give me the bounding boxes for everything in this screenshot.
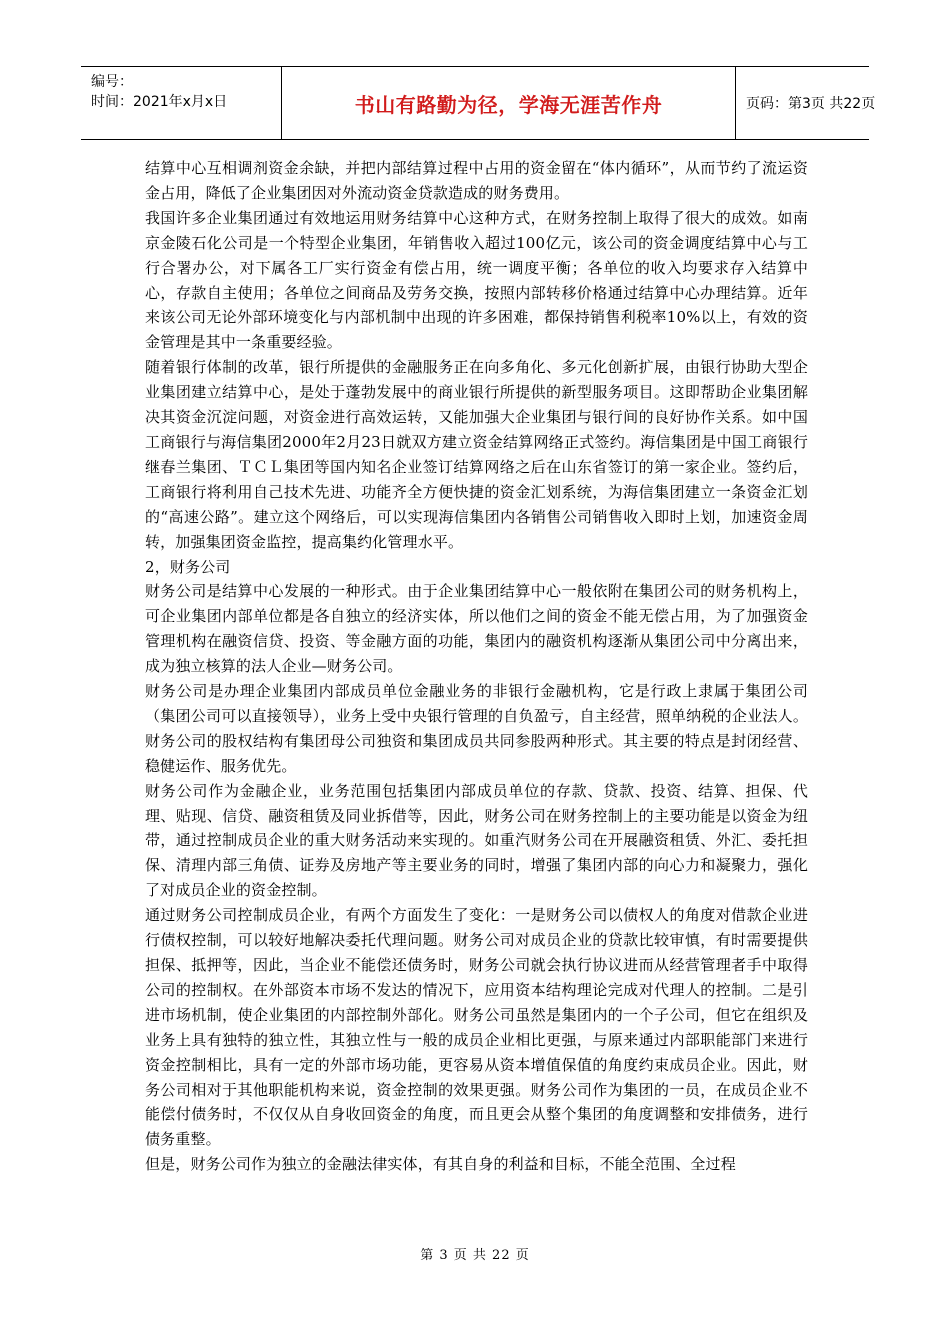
header-motto-cell xyxy=(281,67,736,139)
header-page-cell xyxy=(736,67,876,139)
paragraph: 财务公司作为金融企业，业务范围包括集团内部成员单位的存款、贷款、投资、结算、担保、代理、贴现、信贷、融资租赁及同业拆借等，因此，财务公司在财务控制上的主要功能是以资金为纽带，通过控制成员企业的重大财务活动来实现的。如重汽财务公司在开展融资租赁、外汇、委托担保、清理内部三角债、证券及房地产等主要业务的同时，增强了集团内部的向心力和凝聚力，强化了对成员企业的资金控制。 xyxy=(145,781,808,900)
page-prefix: 页码：第 xyxy=(746,96,802,112)
document-body xyxy=(145,156,808,1177)
header-meta xyxy=(81,67,281,139)
date-label: 时间：2021年x月x日 xyxy=(91,94,228,110)
paragraph: 结算中心互相调剂资金余缺，并把内部结算过程中占用的资金留在“体内循环”，从而节约了流运资金占用，降低了企业集团因对外流动资金贷款造成的财务费用。 xyxy=(145,159,808,202)
section-heading: 2，财务公司 xyxy=(145,557,231,576)
header-page-info xyxy=(746,93,875,113)
paragraph: 随着银行体制的改革，银行所提供的金融服务正在向多角化、多元化创新扩展，由银行协助大型企业集团建立结算中心，是处于蓬勃发展中的商业银行所提供的新型服务项目。这即帮助企业集团解决其资金沉淀问题，对资金进行高效运转，又能加强大企业集团与银行间的良好协作关系。如中国工商银行与海信集团2000年2月23日就双方建立资金结算网络正式签约。海信集团是中国工商银行继春兰集团、ＴＣＬ集团等国内知名企业签订结算网络之后在山东省签订的第一家企业。签约后，工商银行将利用自己技术先进、功能齐全方便快捷的资金汇划系统，为海信集团建立一条资金汇划的“高速公路”。建立这个网络后，可以实现海信集团内各销售公司销售收入即时上划，加速资金周转，加强集团资金监控，提高集约化管理水平。 xyxy=(145,358,808,551)
page-current: 3 xyxy=(802,96,811,112)
page-mid: 页 共 xyxy=(810,96,844,112)
header-motto: 书山有路勤为径，学海无涯苦作舟 xyxy=(354,92,663,117)
paragraph: 财务公司是办理企业集团内部成员单位金融业务的非银行金融机构，它是行政上隶属于集团公司（集团公司可以直接领导），业务上受中央银行管理的自负盈亏，自主经营，照单纳税的企业法人。财务公司的股权结构有集团母公司独资和集团成员共同参股两种形式。其主要的特点是封闭经营、稳健运作、服务优先。 xyxy=(145,682,808,775)
paragraph: 但是，财务公司作为独立的金融法律实体，有其自身的利益和目标，不能全范围、全过程 xyxy=(145,1155,736,1174)
footer-page-number: 第 3 页 共 22 页 xyxy=(420,1248,530,1263)
page-suffix: 页 xyxy=(861,96,876,112)
paragraph: 财务公司是结算中心发展的一种形式。由于企业集团结算中心一般依附在集团公司的财务机构上，可企业集团内部单位都是各自独立的经济实体，所以他们之间的资金不能无偿占用，为了加强资金管理机构在融资信贷、投资、等金融方面的功能，集团内的融资机构逐渐从集团公司中分离出来，成为独立核算的法人企业—财务公司。 xyxy=(145,582,808,676)
page-footer xyxy=(0,1244,950,1263)
paragraph: 我国许多企业集团通过有效地运用财务结算中心这种方式，在财务控制上取得了很大的成效。如南京金陵石化公司是一个特型企业集团，年销售收入超过100亿元，该公司的资金调度结算中心与工行合署办公，对下属各工厂实行资金有偿占用，统一调度平衡；各单位的收入均要求存入结算中心，存款自主使用；各单位之间商品及劳务交换，按照内部转移价格通过结算中心办理结算。近年来该公司无论外部环境变化与内部机制中出现的许多困难，都保持销售利税率10%以上，有效的资金管理是其中一条重要经验。 xyxy=(145,208,808,352)
serial-number-label: 编号： xyxy=(91,74,133,90)
page-total: 22 xyxy=(843,96,862,112)
page-header xyxy=(81,66,876,140)
paragraph: 通过财务公司控制成员企业，有两个方面发生了变化：一是财务公司以债权人的角度对借款企业进行债权控制，可以较好地解决委托代理问题。财务公司对成员企业的贷款比较审慎，有时需要提供担保、抵押等，因此，当企业不能偿还债务时，财务公司就会执行协议进而从经营管理者手中取得公司的控制权。在外部资本市场不发达的情况下，应用资本结构理论完成对代理人的控制。二是引进市场机制，使企业集团的内部控制外部化。财务公司虽然是集团内的一个子公司，但它在组织及业务上具有独特的独立性，其独立性与一般的成员企业相比更强，与原来通过内部职能部门来进行资金控制相比，具有一定的外部市场功能，更容易从资本增值保值的角度约束成员企业。因此，财务公司相对于其他职能机构来说，资金控制的效果更强。财务公司作为集团的一员，在成员企业不能偿付债务时，不仅仅从自身收回资金的角度，而且更会从整个集团的角度调整和安排债务，进行债务重整。 xyxy=(145,906,808,1149)
